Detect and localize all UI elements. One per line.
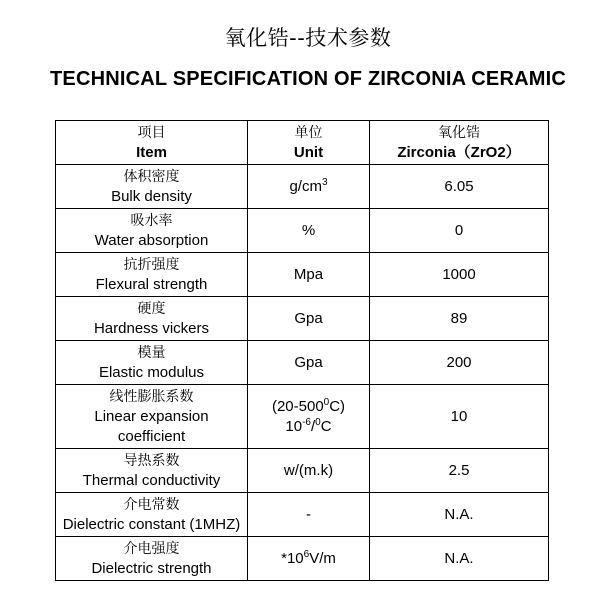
unit-superscript: 0 [315, 416, 321, 428]
item-en: Hardness vickers [93, 319, 210, 337]
value-cell: 89 [370, 297, 549, 341]
value-cell: 200 [370, 341, 549, 385]
table-row [56, 385, 549, 449]
item-en: Elastic modulus [98, 363, 205, 381]
item-cn: 模量 [137, 344, 166, 361]
item-cn: 线性膨胀系数 [109, 388, 194, 405]
unit-superscript: 6 [303, 548, 310, 560]
item-cell [56, 493, 248, 537]
unit-cell: % [248, 209, 370, 253]
item-cell [56, 537, 248, 581]
header-material-cn: 氧化锆 [438, 124, 480, 141]
item-cn: 介电常数 [123, 496, 180, 513]
header-unit-cn: 单位 [294, 124, 323, 141]
unit-text: 10 [285, 417, 303, 435]
header-unit-en: Unit [293, 143, 324, 161]
unit-line2 [250, 417, 367, 437]
item-en: Flexural strength [95, 275, 208, 293]
unit-superscript: 0 [323, 396, 330, 408]
value-cell: 6.05 [370, 165, 549, 209]
unit-cell: - [248, 493, 370, 537]
page-title-english: TECHNICAL SPECIFICATION OF ZIRCONIA CERAMIC [49, 68, 566, 90]
unit-text: C [320, 417, 332, 435]
header-material-cell [370, 121, 549, 165]
unit-cell [248, 537, 370, 581]
value-cell: 1000 [370, 253, 549, 297]
unit-superscript: 3 [321, 176, 328, 188]
table-row [56, 449, 549, 493]
header-item-cn: 项目 [137, 124, 166, 141]
unit-cell [248, 385, 370, 449]
unit-cell: Mpa [248, 253, 370, 297]
item-en-line1: Linear expansion [94, 407, 209, 425]
table-row [56, 537, 549, 581]
item-cn: 硬度 [137, 300, 166, 317]
value-cell: 10 [370, 385, 549, 449]
item-en-line2: coefficient [117, 427, 186, 445]
item-cn: 介电强度 [123, 540, 180, 557]
item-cell [56, 253, 248, 297]
unit-text: / [311, 417, 316, 435]
item-cell [56, 165, 248, 209]
page-title-chinese: 氧化锆--技术参数 [224, 26, 392, 50]
value-cell: 0 [370, 209, 549, 253]
unit-cell: Gpa [248, 297, 370, 341]
table-row [56, 209, 549, 253]
value-cell: N.A. [370, 493, 549, 537]
item-cn: 体积密度 [123, 168, 180, 185]
value-cell: N.A. [370, 537, 549, 581]
specification-table [55, 120, 549, 581]
item-en: Bulk density [111, 187, 192, 205]
table-row [56, 341, 549, 385]
item-cell [56, 209, 248, 253]
unit-cell: Gpa [248, 341, 370, 385]
header-item-en: Item [136, 143, 167, 161]
unit-cell: w/(m.k) [248, 449, 370, 493]
table-row [56, 253, 549, 297]
item-en: Water absorption [94, 231, 209, 249]
item-en: Dielectric strength [91, 559, 212, 577]
item-cell [56, 385, 248, 449]
unit-text: g/cm [289, 177, 322, 195]
header-material-en: Zirconia（ZrO2） [397, 143, 521, 161]
table-header-row [56, 121, 549, 165]
item-en: Dielectric constant (1MHZ) [62, 515, 241, 533]
unit-line1 [250, 397, 367, 417]
unit-text: (20-500 [271, 397, 324, 415]
table-row [56, 493, 549, 537]
unit-text: C) [329, 397, 346, 415]
item-cn: 导热系数 [123, 452, 180, 469]
item-cell [56, 341, 248, 385]
item-cn: 抗折强度 [123, 256, 180, 273]
unit-cell [248, 165, 370, 209]
item-cell [56, 297, 248, 341]
table-row [56, 165, 549, 209]
header-item-cell [56, 121, 248, 165]
table-row [56, 297, 549, 341]
item-cn: 吸水率 [130, 212, 173, 229]
item-en: Thermal conductivity [82, 471, 221, 489]
value-cell: 2.5 [370, 449, 549, 493]
header-unit-cell [248, 121, 370, 165]
unit-text: V/m [309, 549, 336, 567]
item-cell [56, 449, 248, 493]
unit-text: *10 [281, 549, 304, 567]
unit-superscript: -6 [302, 416, 311, 428]
